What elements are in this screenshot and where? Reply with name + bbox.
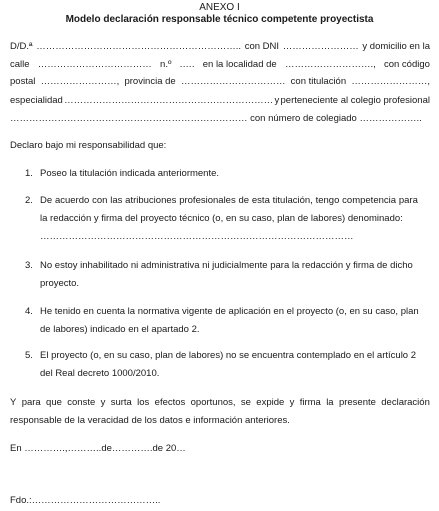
blank-province: …………………………… <box>180 76 286 87</box>
label-street: calle <box>10 59 30 70</box>
label-postal: postal <box>10 76 36 87</box>
word: Y <box>10 397 17 408</box>
item-number: 5. <box>25 350 33 361</box>
word: se <box>240 397 251 408</box>
word: la <box>326 397 334 408</box>
label-number: n.º <box>160 59 172 70</box>
item-number: 3. <box>25 260 33 271</box>
item-number: 2. <box>25 195 33 206</box>
item-text: de labores) indicado en el apartado 2. <box>40 324 200 335</box>
label-province: provincia de <box>124 76 176 87</box>
word: que <box>46 397 62 408</box>
annex-heading: ANEXO I <box>199 2 240 13</box>
word: para <box>21 397 41 408</box>
closing-line-1 <box>10 397 430 408</box>
word: declaración <box>381 397 430 408</box>
word: competencia <box>342 195 397 206</box>
word: expide <box>256 397 285 408</box>
word: profesionales <box>179 195 236 206</box>
item-text: proyecto. <box>40 278 80 289</box>
item-text: He tenido en cuenta la normativa vigente de aplicación en el proyecto (o, en su caso, plan <box>40 306 419 317</box>
signature-line: Fdo.:………………………………….. <box>10 495 161 506</box>
label-qualification: con titulación <box>290 76 347 87</box>
label-college: perteneciente al colegio profesional <box>280 95 430 106</box>
item-text: El proyecto (o, en su caso, plan de labores) no se encuentra contemplado en el artículo 2 <box>40 350 417 361</box>
identity-line-1 <box>10 41 430 52</box>
label-postal-code: con código <box>383 59 430 70</box>
word: atribuciones <box>125 195 177 206</box>
word: firma <box>299 397 321 408</box>
place-date-line: En ………….,………..de………….de 20… <box>10 443 186 454</box>
word: efectos <box>154 397 186 408</box>
document-title: Modelo declaración responsable técnico competente proyectista <box>65 14 374 25</box>
word: conste <box>67 397 96 408</box>
word: esta <box>251 195 270 206</box>
item-number: 4. <box>25 306 33 317</box>
blank-dni: …………………… <box>282 41 359 52</box>
item-text: No estoy inhabilitado ni administrativa ni judicialmente para la redacción y firma de dicho <box>40 260 413 271</box>
word: tengo <box>315 195 340 206</box>
word: y <box>289 397 295 408</box>
blank-specialty: ………………………………………………………… <box>64 95 274 106</box>
label-specialty: especialidad <box>10 95 63 106</box>
blank-locality: ………………………., <box>284 59 376 70</box>
label-address: y domicilio en la <box>362 41 430 52</box>
word: De <box>40 195 53 206</box>
word: y <box>100 397 106 408</box>
word: surta <box>110 397 132 408</box>
blank-qualification: ……………………, <box>351 76 430 87</box>
label-name: D/D.ª <box>10 41 33 52</box>
blank-project-name: ……………………………………………………………………………………… <box>40 231 354 242</box>
blank-name: ……………………………………………………….. <box>36 41 241 52</box>
item-text <box>40 195 418 206</box>
word: las <box>110 195 123 206</box>
item-text: Poseo la titulación indicada anteriormente. <box>40 168 220 179</box>
word: presente <box>338 397 376 408</box>
word-y: y <box>274 95 280 106</box>
label-dni: con DNI <box>244 41 280 52</box>
item-text: del Real decreto 1000/2010. <box>40 368 160 379</box>
closing-line-2: responsable de la veracidad de los datos e información anteriores. <box>10 415 290 426</box>
word: los <box>137 397 150 408</box>
blank-postal: ……………………, <box>40 76 120 87</box>
declaration-intro: Declaro bajo mi responsabilidad que: <box>10 140 167 151</box>
identity-line-3 <box>10 76 430 87</box>
identity-line-4 <box>10 95 430 106</box>
word: acuerdo <box>54 195 90 206</box>
identity-line-5: ………………………………………………………………… con número de colegiado ……………….. <box>10 113 422 124</box>
item-text: la redacción y firma del proyecto técnico (o, en su caso, plan de labores) denominado: <box>40 213 403 224</box>
word: con <box>92 195 108 206</box>
blank-number: .…. <box>179 59 195 70</box>
word: titulación, <box>272 195 313 206</box>
identity-line-2 <box>10 59 430 70</box>
label-locality: en la localidad de <box>202 59 277 70</box>
word: para <box>398 195 418 206</box>
word: de <box>238 195 250 206</box>
word: oportunos, <box>190 397 236 408</box>
blank-street: ……………………………… <box>37 59 152 70</box>
item-number: 1. <box>25 168 33 179</box>
